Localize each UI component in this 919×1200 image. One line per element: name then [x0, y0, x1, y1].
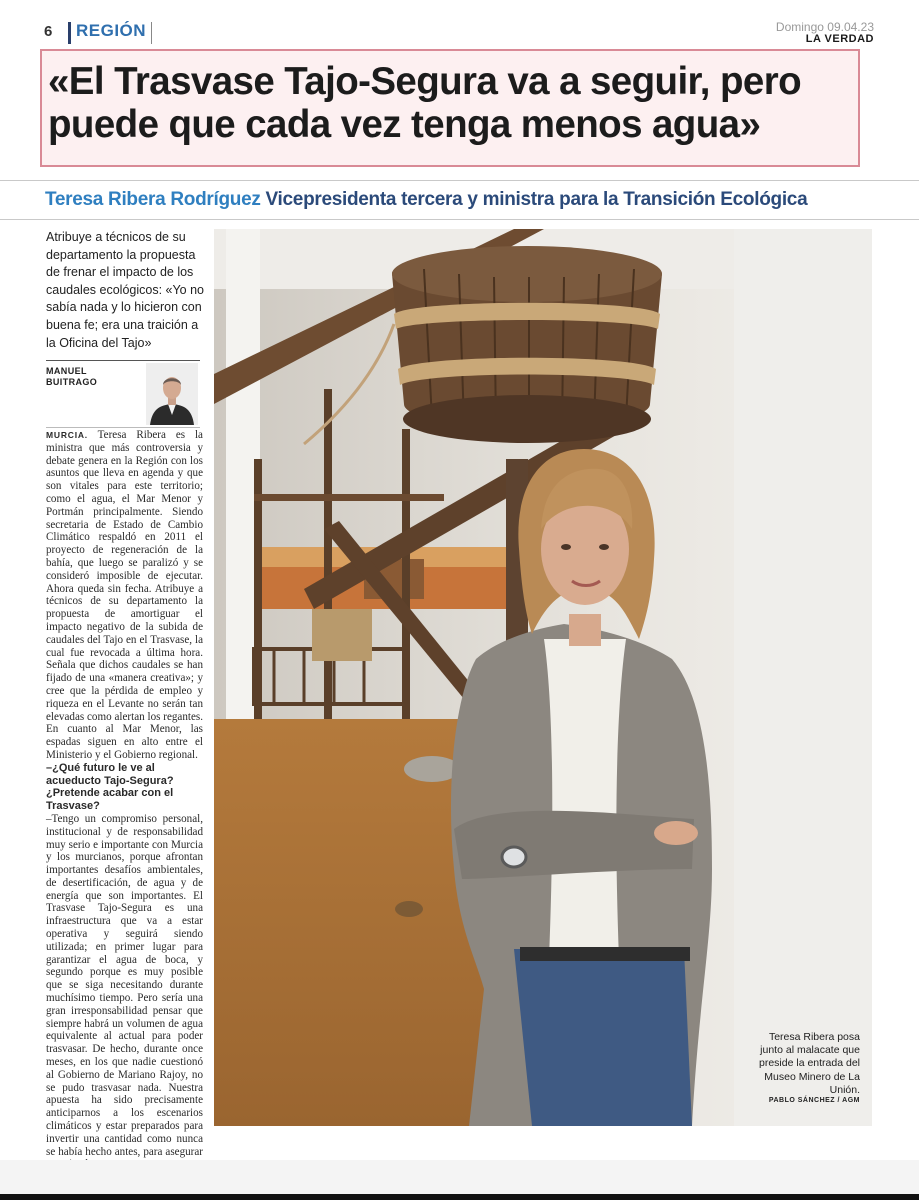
headline: «El Trasvase Tajo-Segura va a seguir, pero puede que cada vez tenga menos agua» [48, 60, 802, 146]
byline-rule-bottom [46, 427, 200, 428]
lead-text: Teresa Ribera es la ministra que más controversia y debate genera en la Región con los asuntos que lleva en agenda y que son vitales para este territorio; como el agua, el Mar Menor y Portmán principalmente. Siendo secretaria de Estado de Cambio Climático respaldó en 2011 el proyecto de regeneración de la bahía, que luego se paralizó y se consideró imposible de ejecutar. Ahora queda sin fecha. Atribuye a técnicos de su departamento la propuesta de amortiguar el impacto negativo de la subida de caudales del Tajo en el Trasvase, la cual fue revocada a última hora. Señala que dichos caudales se han fijado de una «manera creativa»; y cree que la pérdida de empleo y riqueza en el Levante no serán tan elevadas como alertan los regantes. En cuanto al Mar Menor, las espadas siguen en alto entre el Ministerio y el Gobierno regional. [46, 429, 203, 761]
subhead [45, 189, 885, 211]
photo-credit: PABLO SÁNCHEZ / AGM [768, 1097, 860, 1104]
interview-answer: –Tengo un compromiso personal, institucional y de responsabilidad muy serio e importante con Murcia y los murcianos, porque afrontan importantes desafíos ambientales, de desertificación, de agua y de energía que son importantes. El Trasvase Tajo-Segura es una infraestructura que va a estar operativa y seguirá siendo utilizada; en primer lugar para garantizar el agua de boca, y segundo porque es muy posible que se siga necesitando durante muchísimo tiempo. Pero sería una gran irresponsabilidad pensar que siempre habrá un volumen de agua equivalente al actual para poder trasvasar. De hecho, durante once meses, en los que nadie cuestionó al Gobierno de Mariano Rajoy, no se pudo trasvasar nada. Nuestra apuesta ha sido precisamente anticiparnos a los escenarios climáticos y estar preparados para invertir una cantidad como nunca se había hecho antes, para asegurar [46, 812, 203, 1158]
byline-first-name: MANUEL [46, 366, 87, 376]
article-body [46, 429, 203, 1158]
subhead-rule-bottom [0, 219, 919, 220]
headline-highlight-box [40, 49, 860, 167]
issue-date: Domingo 09.04.23 [775, 20, 874, 34]
author-photo [146, 363, 198, 425]
page-header [44, 20, 874, 50]
interview-question: –¿Qué futuro le ve al acueducto Tajo-Segura? ¿Pretende acabar con el Trasvase? [46, 761, 174, 813]
intro-summary: Atribuye a técnicos de su departamento la propuesta de frenar el impacto de los caudales ecológicos: «Yo no sabía nada y lo hicieron con buena fe; era una traición a la Oficina del Tajo» [46, 230, 204, 350]
museum-portrait-photo [214, 229, 872, 1126]
interviewee-role: Vicepresidenta tercera y ministra para la Transición Ecológica [265, 189, 808, 210]
byline-last-name: BUITRAGO [46, 377, 98, 387]
main-photo [214, 229, 872, 1126]
article-lead-paragraph [46, 429, 203, 762]
section-name: REGIÓN [76, 21, 147, 40]
byline-rule [46, 360, 200, 361]
dateline: MURCIA. [46, 430, 88, 440]
section-divider-end [151, 22, 152, 44]
page-number: 6 [44, 23, 53, 40]
newspaper-name: LA VERDAD [805, 33, 874, 45]
subhead-rule-top [0, 180, 919, 181]
byline-author [46, 366, 126, 388]
section-divider [68, 22, 71, 44]
author-portrait-icon [146, 363, 198, 425]
scan-bottom-edge [0, 1194, 919, 1200]
interviewee-name: Teresa Ribera Rodríguez [45, 189, 261, 210]
photo-caption: Teresa Ribera posa junto al malacate que preside la entrada del Museo Minero de La Unión. [759, 1031, 860, 1096]
